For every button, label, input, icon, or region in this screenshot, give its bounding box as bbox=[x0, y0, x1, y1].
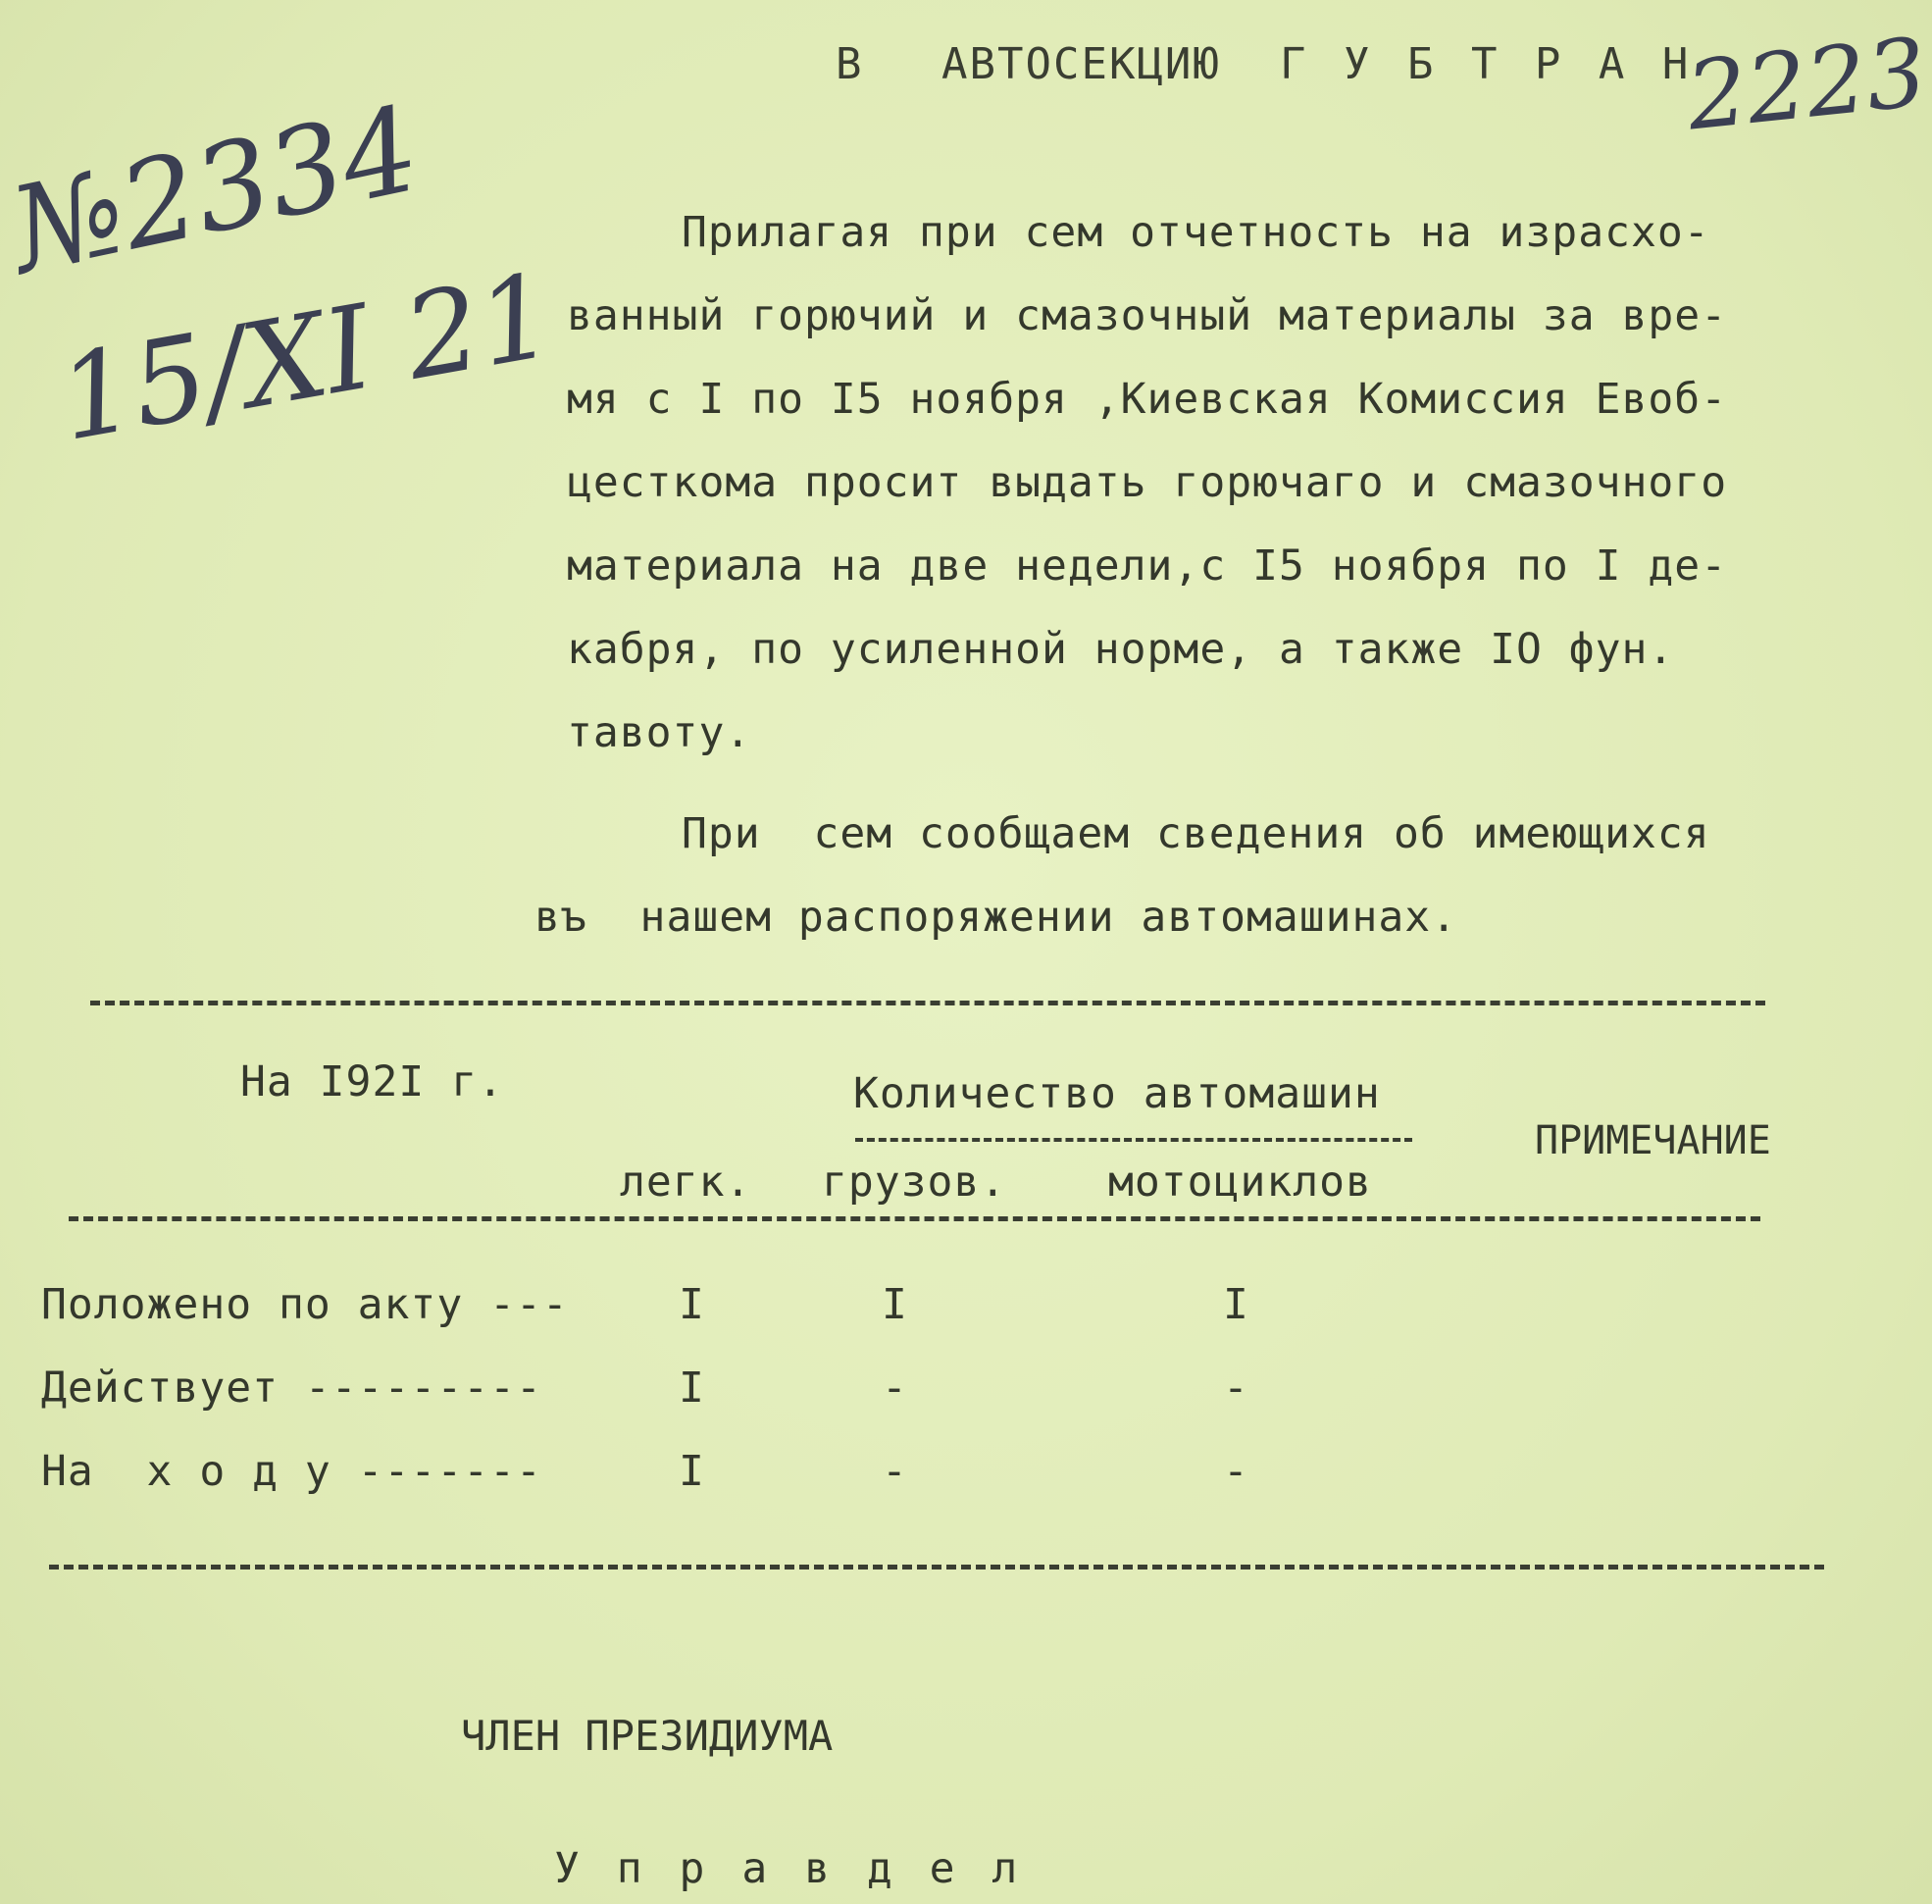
table-year-label: На I92I г. bbox=[240, 1057, 504, 1106]
body-line-1: Прилагая при сем отчетность на израсхо- bbox=[682, 208, 1710, 257]
cell-allocated-cargo: I bbox=[882, 1280, 907, 1329]
separator-top bbox=[90, 1001, 1765, 1005]
cell-operating-motorcycles: - bbox=[1223, 1364, 1248, 1413]
body-line-2: ванный горючий и смазочный материалы за вре- bbox=[567, 291, 1728, 340]
body-line-8: При сем сообщаем сведения об имеющихся bbox=[682, 809, 1710, 858]
cell-operating-cargo: - bbox=[882, 1364, 907, 1413]
handwritten-incoming-date: 15/XI 21 bbox=[49, 246, 564, 467]
cell-allocated-motorcycles: I bbox=[1223, 1280, 1248, 1329]
column-header-passenger: легк. bbox=[620, 1158, 752, 1207]
header-prefix: В bbox=[836, 39, 862, 89]
group-header-underline bbox=[855, 1138, 1412, 1142]
body-line-5: материала на две недели,с I5 ноября по I де- bbox=[567, 541, 1728, 591]
row-label-running: На х о д у ------- bbox=[41, 1447, 542, 1496]
handwritten-incoming-number: №2334 bbox=[0, 80, 431, 300]
signature-role: У п р а в д е л bbox=[554, 1844, 1024, 1893]
separator-header bbox=[69, 1216, 1760, 1221]
header-addressee: АВТОСЕКЦИЮ bbox=[941, 39, 1221, 89]
cell-running-passenger: I bbox=[679, 1447, 704, 1496]
body-line-6: кабря, по усиленной норме, а также IO фун. bbox=[567, 625, 1675, 674]
body-line-9: въ нашем распоряжении автомашинах. bbox=[534, 893, 1458, 942]
signature-title: ЧЛЕН ПРЕЗИДИУМА bbox=[461, 1712, 834, 1760]
body-line-7: тавоту. bbox=[567, 708, 752, 757]
row-label-allocated: Положено по акту --- bbox=[41, 1280, 569, 1329]
body-line-4: цесткома просит выдать горючаго и смазочного bbox=[567, 458, 1728, 507]
table-note-header: ПРИМЕЧАНИЕ bbox=[1535, 1118, 1771, 1163]
header-org: Г У Б Т Р А Н bbox=[1280, 39, 1695, 89]
row-label-operating: Действует --------- bbox=[41, 1364, 542, 1413]
separator-bottom bbox=[49, 1565, 1824, 1570]
cell-running-cargo: - bbox=[882, 1447, 907, 1496]
column-header-motorcycles: мотоциклов bbox=[1108, 1158, 1372, 1207]
cell-operating-passenger: I bbox=[679, 1364, 704, 1413]
handwritten-top-number: 2223 bbox=[1681, 17, 1932, 152]
cell-allocated-passenger: I bbox=[679, 1280, 704, 1329]
body-line-3: мя с I по I5 ноября ,Киевская Комиссия Евоб- bbox=[567, 375, 1728, 424]
cell-running-motorcycles: - bbox=[1223, 1447, 1248, 1496]
table-group-header: Количество автомашин bbox=[853, 1069, 1381, 1118]
column-header-cargo: грузов. bbox=[822, 1158, 1007, 1207]
